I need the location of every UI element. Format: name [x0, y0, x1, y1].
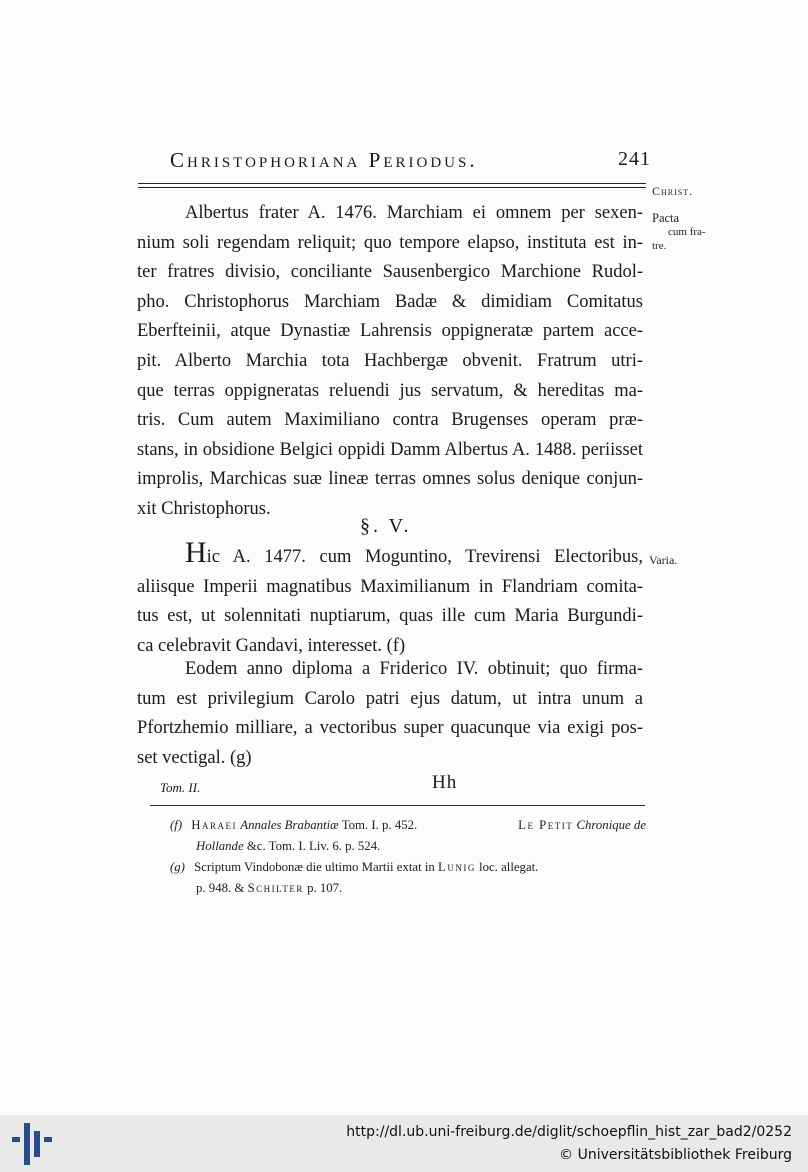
page-number: 241: [618, 148, 651, 170]
copyright-notice: © Universitätsbibliothek Freiburg: [559, 1147, 792, 1163]
text-line-rest: ic A. 1477. cum Moguntino, Trevirensi Electoribus,: [206, 547, 643, 567]
margin-note-pacta: Pacta: [652, 211, 680, 225]
footnote-f-author: Haraei: [191, 818, 238, 832]
footnote-g-author: Lunig: [438, 860, 476, 874]
margin-note-varia: Varia.: [649, 553, 678, 567]
footnote-f-title2: Chronique de: [576, 818, 646, 832]
text-line: ca celebravit Gandavi, interesset. (f): [137, 635, 406, 656]
footnote-f-title2b: Hollande: [196, 839, 244, 853]
footnote-rule: [150, 805, 645, 806]
footnote-f-cont: [170, 836, 646, 857]
footnote-f-author2: Le Petit: [518, 818, 574, 832]
footnote-f-mark: (f): [170, 818, 183, 832]
text-line: stans, in obsidione Belgici oppidi Damm Albertus A. 1488. periisset: [137, 439, 643, 460]
gathering-signature: Hh: [432, 772, 458, 793]
footnote-f-title: Annales Brabantiæ: [240, 818, 339, 832]
header-rule-top: [138, 183, 646, 184]
margin-note-tre: tre.: [652, 240, 667, 252]
text-line-dropcap: [137, 536, 643, 573]
section-heading: §. V.: [360, 515, 412, 537]
text-line: ter fratres divisio, conciliante Sausenbergico Marchione Rudol-: [137, 262, 643, 283]
library-logo-icon: [12, 1123, 52, 1165]
footnote-f-ref: Tom. I. p. 452.: [341, 818, 418, 832]
text-line: Pfortzhemio milliare, a vectoribus super quacunque via exigi pos-: [137, 718, 643, 739]
viewer-footer: [0, 1115, 808, 1172]
footnote-f-ref2: &c. Tom. I. Liv. 6. p. 524.: [246, 839, 381, 853]
text-line: tus est, ut solennitati nuptiarum, quas ille cum Maria Burgundi-: [137, 606, 643, 627]
footnote-g-text2: loc. allegat.: [479, 860, 539, 874]
text-line: improlis, Marchicas suæ lineæ terras omnes solus denique conjun-: [137, 469, 643, 490]
paragraph-1: [137, 199, 643, 525]
running-header: [170, 148, 650, 173]
drop-cap: H: [185, 536, 207, 569]
text-line: set vectigal. (g): [137, 747, 252, 768]
header-rule-bottom: [138, 187, 646, 188]
footnote-g-author2: Schilter: [247, 881, 304, 895]
footnote-g: [170, 857, 646, 878]
footnote-g-mark: (g): [170, 860, 185, 874]
running-header-title: Christophoriana Periodus.: [170, 148, 478, 172]
text-line: tris. Cum autem Maximiliano contra Brugenses operam præ-: [137, 410, 643, 431]
footnote-g-ref2: p. 107.: [307, 881, 343, 895]
text-line: pit. Alberto Marchia tota Hachbergæ obvenit. Fratrum utri-: [137, 350, 643, 371]
margin-note-christ: Christ.: [652, 184, 694, 198]
text-line: que terras oppigneratas reluendi jus servatum, & hereditas ma-: [137, 380, 643, 401]
text-line: tum est privilegium Carolo patri ejus datum, ut intra unum a: [137, 688, 643, 709]
text-line: xit Christophorus.: [137, 498, 271, 519]
text-line: Albertus frater A. 1476. Marchiam ei omnem per sexen-: [185, 203, 643, 223]
permalink-link[interactable]: http://dl.ub.uni-freiburg.de/diglit/schoepflin_hist_zar_bad2/0252: [346, 1124, 792, 1140]
footnote-g-ref: p. 948. &: [196, 881, 245, 895]
text-line: nium soli regendam reliquit; quo tempore elapso, instituta est in-: [137, 232, 643, 253]
paragraph-3: [137, 655, 643, 773]
text-line: aliisque Imperii magnatibus Maximilianum in Flandriam comita-: [137, 576, 643, 597]
paragraph-2: [137, 536, 643, 661]
volume-signature: Tom. II.: [160, 780, 201, 795]
text-line: pho. Christophorus Marchiam Badæ & dimidiam Comitatus: [137, 291, 643, 312]
footnote-g-cont: [170, 878, 646, 899]
margin-note-cum-fratre: cum fra-: [668, 226, 706, 238]
footnote-g-text: Scriptum Vindobonæ die ultimo Martii extat in: [194, 860, 435, 874]
footnotes: [170, 815, 646, 899]
footnote-f: [170, 815, 646, 836]
text-line: Eberfteinii, atque Dynastiæ Lahrensis oppigneratæ partem acce-: [137, 321, 643, 342]
text-line: Eodem anno diploma a Friderico IV. obtinuit; quo firma-: [185, 659, 643, 679]
